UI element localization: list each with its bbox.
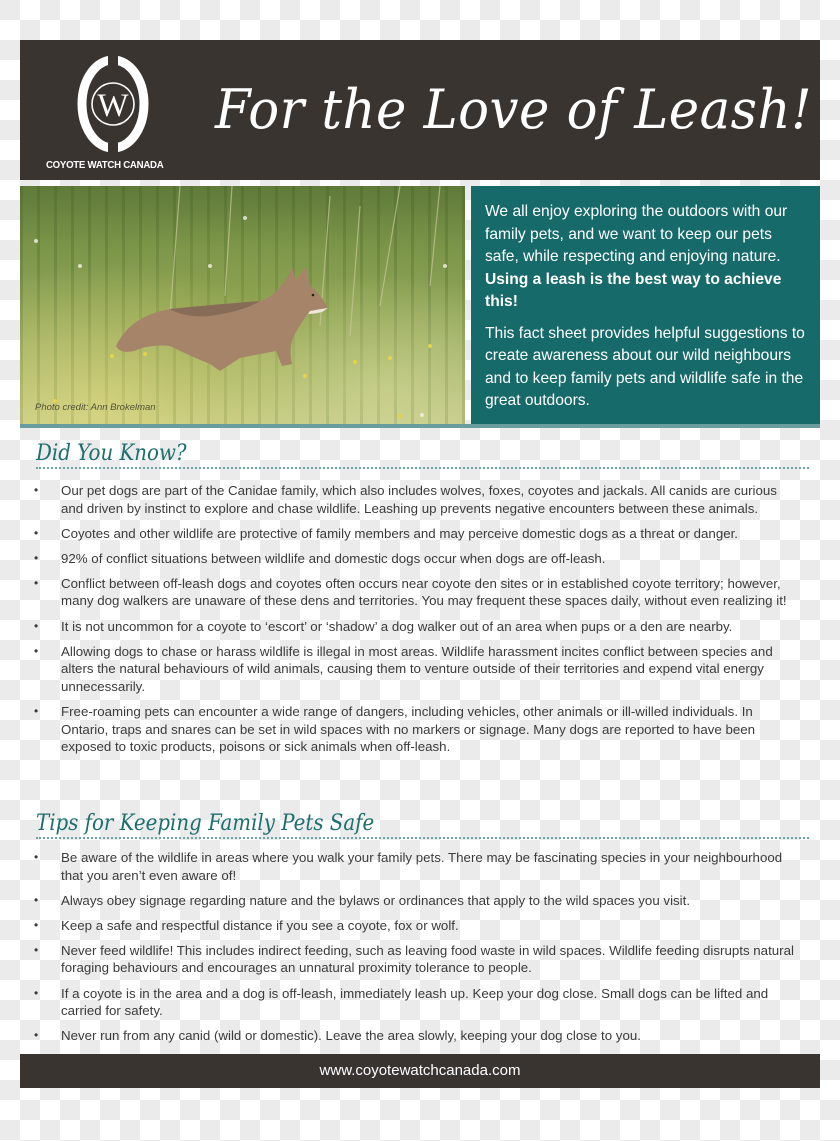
coyote-watch-logo <box>38 48 188 173</box>
intro-emphasis: Using a leash is the best way to achieve this! <box>485 270 782 310</box>
list-item <box>0 1027 820 1045</box>
list-item <box>0 550 820 568</box>
list-item <box>0 575 820 610</box>
list-item <box>0 643 820 696</box>
section-divider <box>20 424 820 428</box>
list-item-text: Coyotes and other wildlife are protective of family members and may perceive domestic dogs as a threat or danger. <box>61 525 738 541</box>
list-item <box>0 618 820 636</box>
list-item <box>0 942 820 977</box>
intro-text: We all enjoy exploring the outdoors with our family pets, and we want to keep our pets safe, while respecting and enjoying nature. <box>485 203 788 265</box>
logo-ring-icon <box>76 53 150 155</box>
bullet-icon: • <box>34 703 39 718</box>
bullet-icon: • <box>34 1028 39 1043</box>
coyote-photo <box>20 186 465 424</box>
logo-letter: W <box>97 88 129 124</box>
bullet-icon: • <box>34 575 39 590</box>
tips-list <box>0 849 820 1052</box>
bullet-icon: • <box>34 483 39 497</box>
list-item <box>0 525 820 543</box>
list-item-text: Conflict between off-leash dogs and coyotes often occurs near coyote den sites or in established coyote territory; however, many dog walkers are unaware of these dens and territories. You may frequent these spaces daily, without even realizing it! <box>61 575 787 609</box>
list-item-text: Never run from any canid (wild or domestic). Leave the area slowly, keeping your dog close to you. <box>61 1028 641 1044</box>
bullet-icon: • <box>34 618 39 633</box>
did-you-know-heading: Did You Know? <box>36 441 187 466</box>
bullet-icon: • <box>34 850 39 864</box>
list-item-text: Keep a safe and respectful distance if you see a coyote, fox or wolf. <box>61 917 459 933</box>
intro-paragraph-2: This fact sheet provides helpful suggestions to create awareness about our wild neighbours and to keep family pets and wildlife safe in the great outdoors. <box>485 324 805 409</box>
bullet-icon: • <box>34 985 39 1000</box>
bullet-icon: • <box>34 942 39 957</box>
bullet-icon: • <box>34 917 39 932</box>
header-banner <box>20 40 820 180</box>
list-item <box>0 985 820 1020</box>
intro-paragraph-1 <box>485 201 810 314</box>
bullet-icon: • <box>34 892 39 907</box>
bullet-icon: • <box>34 550 39 565</box>
bullet-icon: • <box>34 643 39 658</box>
dotted-rule <box>36 467 809 469</box>
list-item-text: If a coyote is in the area and a dog is off-leash, immediately leash up. Keep your dog close. Small dogs can be lifted and carried for safety. <box>61 985 769 1019</box>
photo-credit: Photo credit: Ann Brokelman <box>35 402 156 413</box>
list-item <box>0 917 820 935</box>
list-item <box>0 849 820 884</box>
list-item-text: Our pet dogs are part of the Canidae family, which also includes wolves, foxes, coyotes and jackals. All canids are curious and driven by instinct to explore and chase wildlife. Leashing up prevents negative encounters between these animals. <box>61 483 777 516</box>
list-item-text: Allowing dogs to chase or harass wildlife is illegal in most areas. Wildlife harassment incites conflict between species and alters the natural behaviours of wild animals, causing them to venture outside of their territories and expend vital energy unnecessarily. <box>61 643 773 694</box>
list-item-text: 92% of conflict situations between wildlife and domestic dogs occur when dogs are off-leash. <box>61 550 606 566</box>
page-title: For the Love of Leash! <box>215 78 813 141</box>
list-item-text: Never feed wildlife! This includes indirect feeding, such as leaving food waste in wild spaces. Wildlife feeding disrupts natural foraging behaviours and encourages an unnatural proximity tolerance to people. <box>61 942 794 976</box>
list-item <box>0 892 820 910</box>
list-item-text: Be aware of the wildlife in areas where you walk your family pets. There may be fascinating species in your neighbourhood that you aren’t even aware of! <box>61 850 783 883</box>
coyote-image-icon <box>20 186 465 424</box>
list-item-text: Free-roaming pets can encounter a wide range of dangers, including vehicles, other animals or ill-willed individuals. In Ontario, traps and snares can be set in wild spaces with no markers or signage. Many dogs are reported to have been exposed to toxic products, poisons or sick animals when off-leash. <box>61 703 756 755</box>
dotted-rule <box>36 837 809 839</box>
intro-box <box>471 186 820 424</box>
list-item-text: Always obey signage regarding nature and the bylaws or ordinances that apply to the wild spaces you visit. <box>61 892 691 908</box>
tips-heading: Tips for Keeping Family Pets Safe <box>36 811 375 836</box>
bullet-icon: • <box>34 525 39 540</box>
list-item-text: It is not uncommon for a coyote to ‘escort’ or ‘shadow’ a dog walker out of an area when pups or a den are nearby. <box>61 618 733 634</box>
footer-bar <box>20 1054 820 1088</box>
website-link[interactable]: www.coyotewatchcanada.com <box>319 1062 521 1079</box>
did-you-know-list <box>0 482 820 763</box>
list-item <box>0 703 820 756</box>
logo-text: COYOTE WATCH CANADA <box>45 159 164 171</box>
list-item <box>0 482 820 517</box>
